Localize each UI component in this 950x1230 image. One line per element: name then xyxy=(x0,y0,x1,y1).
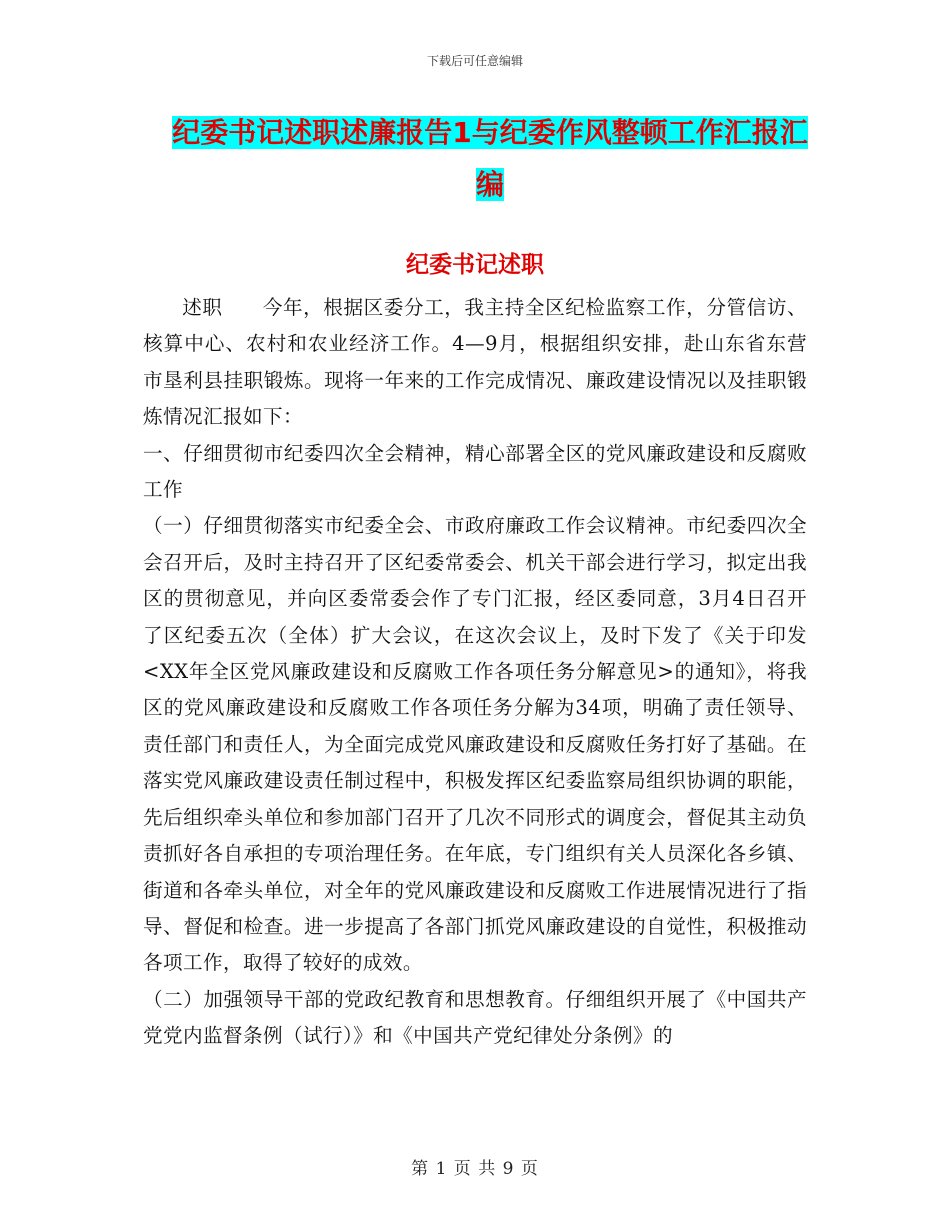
document-body xyxy=(143,290,807,1055)
section-title: 纪委书记述职 xyxy=(406,252,544,278)
page-footer: 第 1 页 共 9 页 xyxy=(411,1159,539,1179)
heading-part-one: 一、仔细贯彻市纪委四次全会精神，精心部署全区的党风廉政建设和反腐败工作 xyxy=(143,441,807,502)
header-note: 下载后可任意编辑 xyxy=(426,54,523,68)
document-title-text: 纪委书记述职述廉报告1与纪委作风整顿工作汇报汇编 xyxy=(172,116,808,201)
paragraph-item-one: （一）仔细贯彻落实市纪委全会、市政府廉政工作会议精神。市纪委四次全会召开后，及时主持召开了区纪委常委会、机关干部会进行学习，拟定出我区的贯彻意见，并向区委常委会作了专门汇报，经区委同意，3月4日召开了区纪委五次（全体）扩大会议，在这次会议上，及时下发了《关于印发<XX年全区党风廉政建设和反腐败工作各项任务分解意见>的通知》，将我区的党风廉政建设和反腐败工作各项任务分解为34项，明确了责任领导、责任部门和责任人，为全面完成党风廉政建设和反腐败任务打好了基础。在落实党风廉政建设责任制过程中，积极发挥区纪委监察局组织协调的职能，先后组织牵头单位和参加部门召开了几次不同形式的调度会，督促其主动负责抓好各自承担的专项治理任务。在年底，专门组织有关人员深化各乡镇、街道和各牵头单位，对全年的党风廉政建设和反腐败工作进展情况进行了指导、督促和检查。进一步提高了各部门抓党风廉政建设的自觉性，积极推动各项工作，取得了较好的成效。 xyxy=(143,514,807,975)
paragraph-item-two: （二）加强领导干部的党政纪教育和思想教育。仔细组织开展了《中国共产党党内监督条例（试行）》和《中国共产党纪律处分条例》的 xyxy=(143,987,807,1048)
document-title xyxy=(160,107,820,211)
paragraph-intro: 述职 今年，根据区委分工，我主持全区纪检监察工作，分管信访、核算中心、农村和农业经济工作。4—9月，根据组织安排，赴山东省东营市垦利县挂职锻炼。现将一年来的工作完成情况、廉政建设情况以及挂职锻炼情况汇报如下： xyxy=(143,296,807,429)
